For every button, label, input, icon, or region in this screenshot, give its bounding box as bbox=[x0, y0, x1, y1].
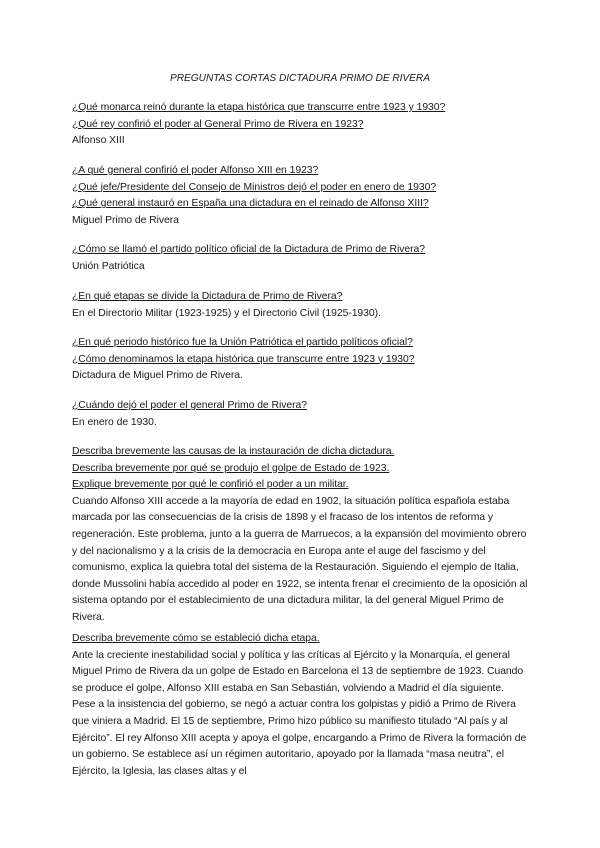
qa-section bbox=[72, 289, 530, 322]
document-title: PREGUNTAS CORTAS DICTADURA PRIMO DE RIVERA bbox=[170, 73, 430, 84]
question: ¿Qué rey confirió el poder al General Primo de Rivera en 1923? bbox=[72, 118, 364, 130]
question: ¿En qué periodo histórico fue la Unión Patriótica el partido políticos oficial? bbox=[72, 337, 413, 348]
qa-section bbox=[72, 242, 530, 275]
question: ¿En qué etapas se divide la Dictadura de Primo de Rivera? bbox=[72, 291, 343, 302]
question: ¿A qué general confirió el poder Alfonso XIII en 1923? bbox=[72, 165, 319, 176]
qa-section bbox=[72, 398, 530, 431]
answer: En enero de 1930. bbox=[72, 416, 157, 428]
question: ¿Cómo denominamos la etapa histórica que transcurre entre 1923 y 1930? bbox=[72, 353, 415, 365]
answer-paragraph: Ante la creciente inestabilidad social y política y las críticas al Ejército y la Monarquía, el general Miguel Primo de Rivera da un golpe de Estado en Barcelona el 13 de septiembre de 1923. Cuando se produce el golpe, Alfonso XIII estaba en San Sebastián, volviendo a Madrid el día siguiente. Pese a la insistencia del gobierno, se negó a actuar contra los golpistas y pidió a Primo de Rivera que viniera a Madrid. El 15 de septiembre, Primo hizo público su manifiesto titulado “Al país y al Ejército”. El rey Alfonso XIII acepta y apoya el golpe, encargando a Primo de Rivera la formación de un gobierno. Se establece así un régimen autoritario, apoyado por la llamada “masa neutra”, el Ejército, la Iglesia, las clases altas y el bbox=[72, 649, 527, 777]
answer: Miguel Primo de Rivera bbox=[72, 214, 179, 226]
answer: Dictadura de Miguel Primo de Rivera. bbox=[72, 370, 243, 382]
answer: Alfonso XIII bbox=[72, 135, 125, 147]
qa-section bbox=[72, 335, 530, 385]
question: ¿Cómo se llamó el partido político oficial de la Dictadura de Primo de Rivera? bbox=[72, 244, 426, 255]
question: Describa brevemente las causas de la instauración de dicha dictadura. bbox=[72, 446, 395, 457]
qa-section bbox=[72, 100, 530, 150]
qa-section bbox=[72, 163, 530, 229]
question: Describa brevemente por qué se produjo el golpe de Estado de 1923. bbox=[72, 462, 390, 474]
qa-section bbox=[72, 631, 530, 780]
question: ¿Qué monarca reinó durante la etapa histórica que transcurre entre 1923 y 1930? bbox=[72, 102, 446, 113]
qa-section bbox=[72, 444, 530, 627]
question: ¿Qué general instauró en España una dictadura en el reinado de Alfonso XIII? bbox=[72, 198, 429, 210]
answer: En el Directorio Militar (1923-1925) y el Directorio Civil (1925-1930). bbox=[72, 307, 381, 319]
question: Explique brevemente por qué le confirió el poder a un militar. bbox=[72, 479, 349, 491]
answer-paragraph: Cuando Alfonso XIII accede a la mayoría de edad en 1902, la situación política española estaba marcada por las consecuencias de la crisis de 1898 y el fracaso de los intentos de reforma y regeneración. Este problema, junto a la guerra de Marruecos, a la expansión del movimiento obrero y del nacionalismo y a la crisis de la democracia en Europa ante el auge del fascismo y del comunismo, explica la quiebra total del sistema de la Restauración. Siguiendo el ejemplo de Italia, donde Mussolini había accedido al poder en 1922, se intenta frenar el crecimiento de la oposición al sistema optando por el establecimiento de una dictadura militar, la del general Miguel Primo de Rivera. bbox=[72, 495, 528, 623]
question: Describa brevemente cómo se estableció dicha etapa. bbox=[72, 633, 320, 644]
question: ¿Cuándo dejó el poder el general Primo de Rivera? bbox=[72, 400, 307, 411]
answer: Unión Patriótica bbox=[72, 260, 145, 272]
question: ¿Qué jefe/Presidente del Consejo de Ministros dejó el poder en enero de 1930? bbox=[72, 181, 437, 193]
